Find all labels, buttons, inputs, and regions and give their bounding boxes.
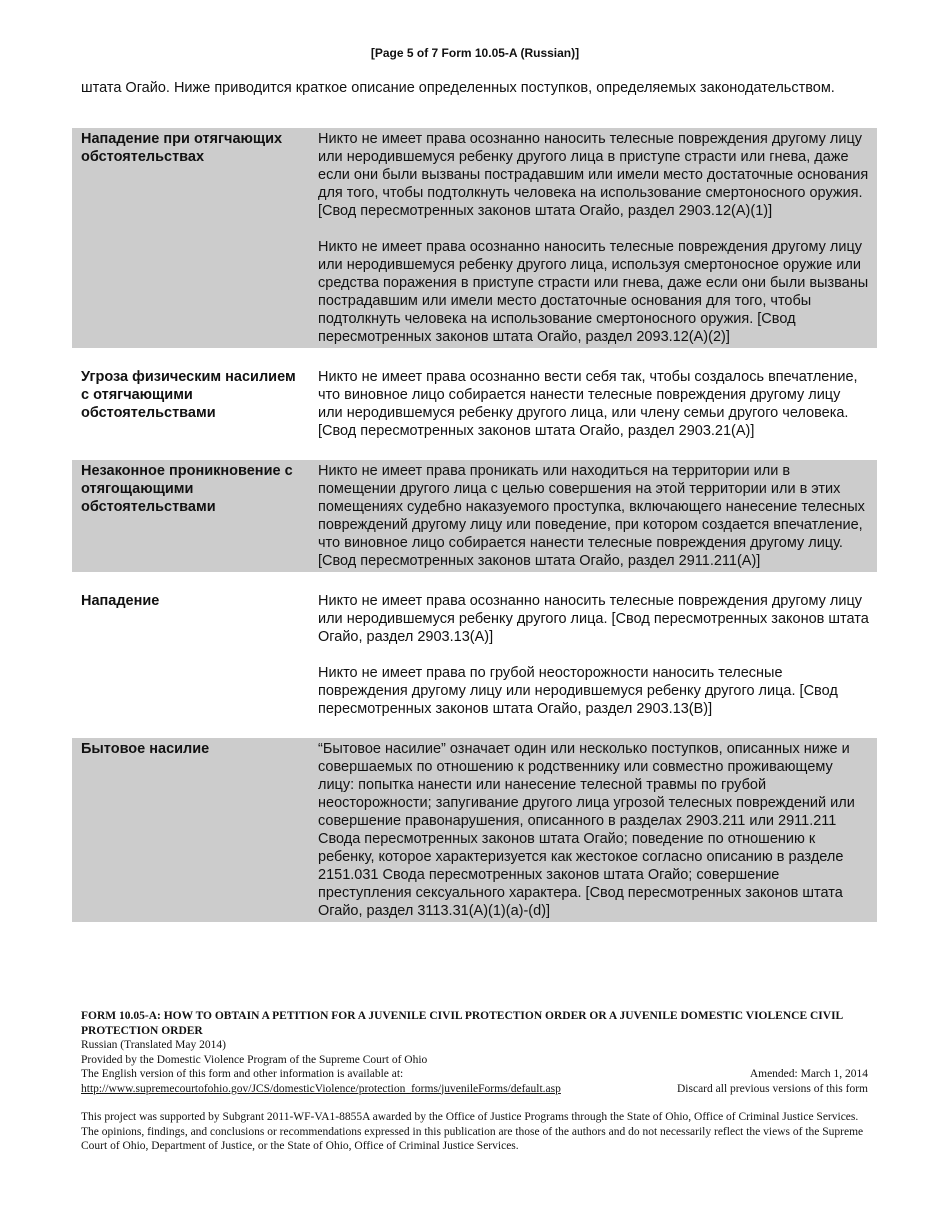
definition-paragraph: “Бытовое насилие” означает один или несколько поступков, описанных ниже и совершаемых по отношению к родственнику или совместно проживающему лицу: попытка нанести или нанесение телесной травмы по грубой неосторожности; запугивание другого лица угрозой телесных повреждений или совершение правонарушения, описанного в разделах 2903.211 или 2911.211 Свода пересмотренных законов штата Огайо; поведение по отношению к ребенку, которое характеризуется как жестокое согласно описанию в разделе 2151.031 Свода пересмотренных законов штата Огайо; совершение преступления сексуального характера. [Свод пересмотренных законов штата Огайо, раздел 3113.31(A)(1)(a)-(d)]: [318, 741, 855, 919]
page-header: [Page 5 of 7 Form 10.05-A (Russian)]: [370, 46, 580, 60]
intro-text: штата Огайо. Ниже приводится краткое описание определенных поступков, определяемых законодательством.: [81, 80, 835, 96]
form-title: FORM 10.05-A: HOW TO OBTAIN A PETITION FOR A JUVENILE CIVIL PROTECTION ORDER OR A JUVENILE DOMESTIC VIOLENCE CIVIL PROTECTION ORDER: [81, 1010, 843, 1037]
definition-paragraph: Никто не имеет права проникать или находиться на территории или в помещении другого лица с целью совершения на этой территории или в этих помещениях судебно наказуемого проступка, включающего нанесение телесных повреждений другому лицу или поведение, при котором создается впечатление, что виновное лицо собирается нанести телесные повреждения другому лицу. [Свод пересмотренных законов штата Огайо, раздел 2911.211(A)]: [318, 463, 865, 569]
term-definition: [302, 366, 877, 442]
discard-note: Discard all previous versions of this form: [677, 1082, 868, 1095]
provider-note: Provided by the Domestic Violence Program of the Supreme Court of Ohio: [81, 1053, 428, 1066]
term-definition: [302, 128, 877, 348]
definition-row: [72, 128, 877, 348]
term-label: Незаконное проникновение с отягощающими обстоятельствами: [81, 463, 293, 515]
definitions-table: [72, 128, 877, 922]
term-label: Бытовое насилие: [81, 741, 210, 757]
english-version-note: The English version of this form and other information is available at:: [81, 1068, 404, 1080]
funding-statement: This project was supported by Subgrant 2011-WF-VA1-8855A awarded by the Office of Justice Programs through the State of Ohio, Office of Criminal Justice Services. The opinions, findings, and conclusions or recommendations expressed in this publication are those of the authors and do not necessarily reflect the views of the Supreme Court of Ohio, Department of Justice, or the State of Ohio, Office of Criminal Justice Services.: [81, 1111, 864, 1152]
definition-paragraph: Никто не имеет права осознанно вести себя так, чтобы создалось впечатление, что виновное лицо собирается нанести телесные повреждения другому лицу или неродившемуся ребенку другого лица, или члену семьи другого человека. [Свод пересмотренных законов штата Огайо, раздел 2903.21(A)]: [318, 369, 858, 439]
term-definition: [302, 738, 877, 922]
term-definition: [302, 460, 877, 572]
forms-link[interactable]: http://www.supremecourtofohio.gov/JCS/domesticViolence/protection_forms/juvenileForms/default.asp: [81, 1082, 561, 1095]
definition-row: [72, 590, 877, 720]
amended-date: Amended: March 1, 2014: [749, 1068, 868, 1080]
definition-row: [72, 460, 877, 572]
definition-paragraph: Никто не имеет права по грубой неосторожности наносить телесные повреждения другому лицу или неродившемуся ребенку другого лица. [Свод пересмотренных законов штата Огайо, раздел 2903.13(B)]: [318, 665, 838, 717]
language-note: Russian (Translated May 2014): [81, 1039, 226, 1051]
definition-paragraph: Никто не имеет права осознанно наносить телесные повреждения другому лицу или неродившемуся ребенку другого лица в приступе страсти или гнева, даже если они были вызваны пострадавшим или имели место достаточные основания для того, чтобы подтолкнуть человека на использование смертоносного оружия. [Свод пересмотренных законов штата Огайо, раздел 2903.12(A)(1)]: [318, 131, 869, 219]
term-label: Нападение: [81, 593, 160, 609]
definition-row: [72, 366, 877, 442]
definition-paragraph: Никто не имеет права осознанно наносить телесные повреждения другому лицу или неродившемуся ребенку другого лица. [Свод пересмотренных законов штата Огайо, раздел 2903.13(A)]: [318, 593, 869, 645]
term-label: Угроза физическим насилием с отягчающими обстоятельствами: [81, 369, 296, 421]
term-definition: [302, 590, 877, 720]
definition-row: [72, 738, 877, 922]
term-label: Нападение при отягчающих обстоятельствах: [81, 131, 283, 165]
form-footer: [81, 1009, 868, 1154]
definition-paragraph: Никто не имеет права осознанно наносить телесные повреждения другому лицу или неродившемуся ребенку другого лица, используя смертоносное оружие или средства поражения в приступе страсти или гнева, даже если они были вызваны пострадавшим или имели место достаточные основания для того, чтобы подтолкнуть человека на использование смертоносного оружия. [Свод пересмотренных законов штата Огайо, раздел 2093.12(A)(2)]: [318, 239, 869, 345]
